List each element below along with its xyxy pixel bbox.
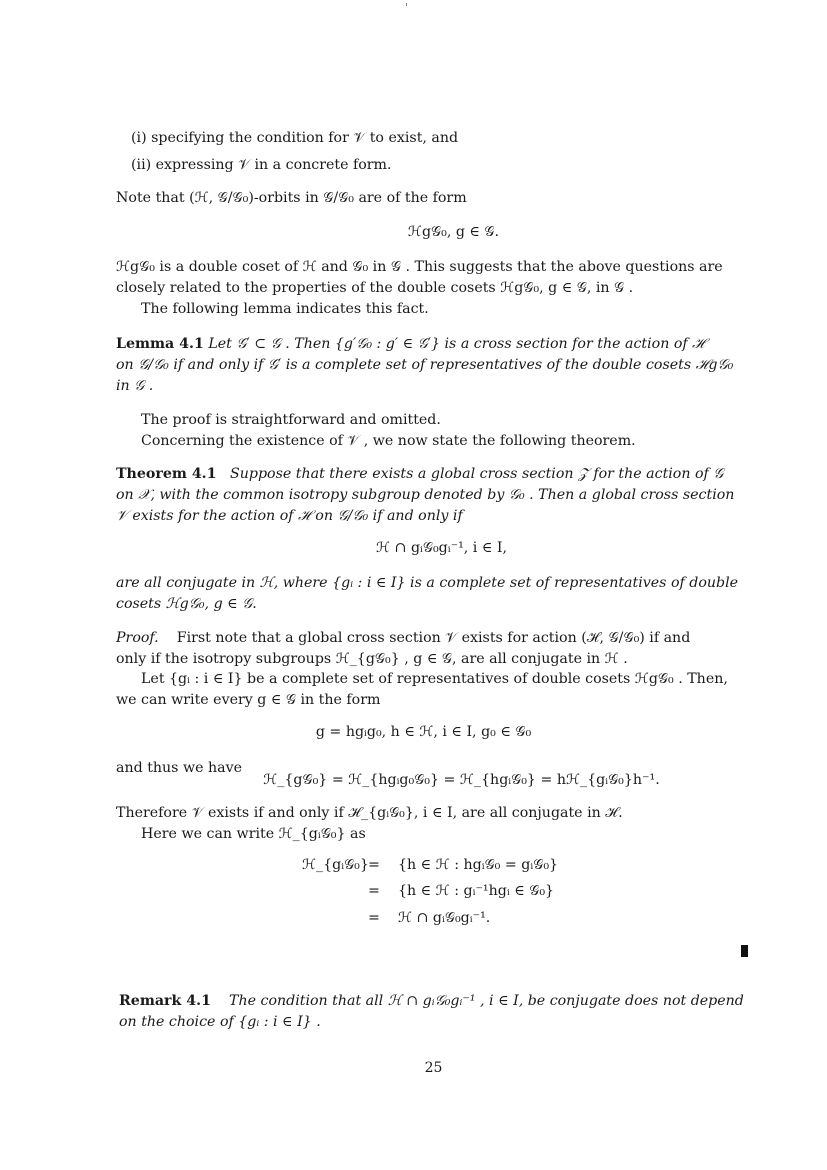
qed-box-icon [741,945,748,957]
align-rel-2: = [368,883,380,899]
lemma-line-1 [116,335,705,353]
theorem-line-5: cosets ℋg𝒢₀, g ∈ 𝒢. [116,596,257,612]
equation-orbit: ℋg𝒢₀, g ∈ 𝒢. [407,224,500,240]
remark-text: The condition that all ℋ ∩ gᵢ𝒢₀gᵢ⁻¹ , i ∈ I, be conjugate does not depend [229,993,744,1009]
theorem-line-2: on 𝒳, with the common isotropy subgroup denoted by 𝒢₀ . Then a global cross section [116,487,735,503]
proof-equation-decomposition: g = hgᵢg₀, h ∈ ℋ, i ∈ I, g₀ ∈ 𝒢₀ [315,724,532,740]
theorem-line-4: are all conjugate in ℋ, where {gᵢ : i ∈ I} is a complete set of representatives of double [116,575,739,591]
proof-label: Proof. [116,630,159,646]
paragraph-line: ℋg𝒢₀ is a double coset of ℋ and 𝒢₀ in 𝒢 . This suggests that the above questions are [116,259,723,275]
theorem-equation: ℋ ∩ gᵢ𝒢₀gᵢ⁻¹, i ∈ I, [376,540,507,556]
proof-equation-isotropy: ℋ_{g𝒢₀} = ℋ_{hgᵢg₀𝒢₀} = ℋ_{hgᵢ𝒢₀} = hℋ_{gᵢ𝒢₀}h⁻¹. [263,772,660,788]
lemma-line-3: in 𝒢 . [116,378,154,394]
align-lhs: ℋ_{gᵢ𝒢₀} [302,857,369,873]
theorem-line-3: 𝒱 exists for the action of ℋ on 𝒢/𝒢₀ if and only if [116,508,463,524]
theorem-text: Suppose that there exists a global cross section 𝒵 for the action of 𝒢 [230,466,724,482]
lemma-line-2: on 𝒢/𝒢₀ if and only if 𝒢′ is a complete set of representatives of the double cosets ℋg𝒢₀ [116,357,734,373]
proof-line-2: only if the isotropy subgroups ℋ_{g𝒢₀} , g ∈ 𝒢, are all conjugate in ℋ . [116,651,628,667]
lemma-text: Let 𝒢′ ⊂ 𝒢 . Then {g′𝒢₀ : g′ ∈ 𝒢′} is a cross section for the action of ℋ [208,336,705,352]
paragraph-line: closely related to the properties of the double cosets ℋg𝒢₀, g ∈ 𝒢, in 𝒢 . [116,280,634,296]
remark-label: Remark 4.1 [119,993,211,1009]
align-rhs-1: {h ∈ ℋ : hgᵢ𝒢₀ = gᵢ𝒢₀} [398,857,559,873]
align-rel-1: = [368,857,380,873]
remark-line-2: on the choice of {gᵢ : i ∈ I} . [119,1014,321,1030]
list-item-1: (i) specifying the condition for 𝒱 to exist, and [131,130,459,146]
list-item-2: (ii) expressing 𝒱 in a concrete form. [131,157,392,173]
remark-line-1 [119,992,744,1010]
page-number: 25 [424,1060,443,1076]
theorem-line-1 [116,465,723,483]
proof-line-6: Therefore 𝒱 exists if and only if ℋ_{gᵢ𝒢₀}, i ∈ I, are all conjugate in ℋ. [116,805,623,821]
paragraph-line: The following lemma indicates this fact. [141,301,429,317]
proof-line-1 [116,629,690,647]
align-rhs-2: {h ∈ ℋ : gᵢ⁻¹hgᵢ ∈ 𝒢₀} [398,883,555,899]
proof-line-5: and thus we have [116,760,243,776]
align-rhs-3: ℋ ∩ gᵢ𝒢₀gᵢ⁻¹. [398,910,491,926]
top-tick-mark [406,3,407,6]
proof-line-4: we can write every g ∈ 𝒢 in the form [116,692,381,708]
proof-omitted-note: The proof is straightforward and omitted. [141,412,441,428]
orbit-note: Note that (ℋ, 𝒢/𝒢₀)-orbits in 𝒢/𝒢₀ are of the form [116,190,467,206]
proof-line-3: Let {gᵢ : i ∈ I} be a complete set of representatives of double cosets ℋg𝒢₀ . Then, [141,671,728,687]
theorem-label: Theorem 4.1 [116,466,217,482]
proof-line-7: Here we can write ℋ_{gᵢ𝒢₀} as [141,826,366,842]
align-rel-3: = [368,910,380,926]
theorem-intro: Concerning the existence of 𝒱 , we now state the following theorem. [141,433,636,449]
proof-text: First note that a global cross section 𝒱 exists for action (ℋ, 𝒢/𝒢₀) if and [176,630,691,646]
lemma-label: Lemma 4.1 [116,336,204,352]
